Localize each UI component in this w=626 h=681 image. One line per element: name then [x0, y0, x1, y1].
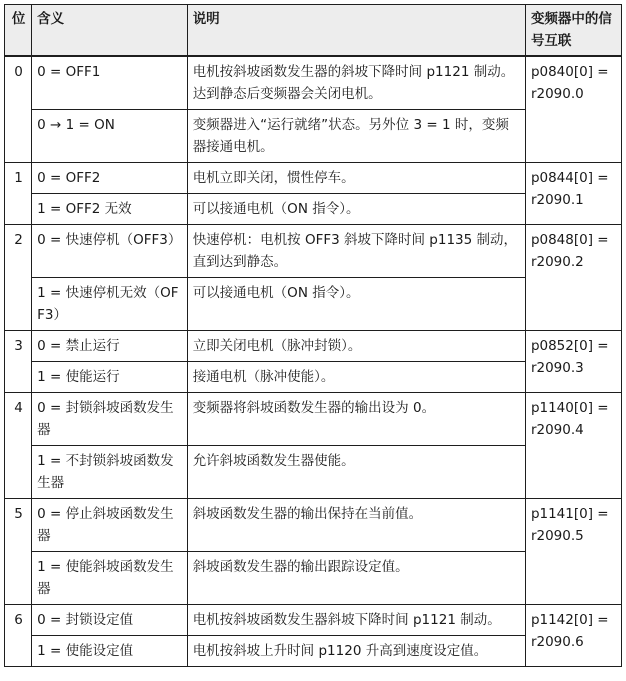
bit-cell: 6 [5, 605, 32, 667]
signal-cell: p0840[0] = r2090.0 [525, 56, 621, 163]
header-meaning: 含义 [32, 5, 188, 57]
table-header-row [5, 5, 622, 57]
bit-cell: 1 [5, 163, 32, 225]
description-cell: 变频器进入“运行就绪”状态。另外位 3 = 1 时，变频器接通电机。 [187, 110, 525, 163]
bit-cell: 3 [5, 331, 32, 393]
table-body [5, 56, 622, 667]
meaning-cell: 0 = 快速停机（OFF3） [32, 225, 188, 278]
bit-cell: 0 [5, 56, 32, 163]
description-cell: 可以接通电机（ON 指令）。 [187, 278, 525, 331]
description-cell: 电机按斜坡上升时间 p1120 升高到速度设定值。 [187, 636, 525, 667]
description-cell: 接通电机（脉冲使能）。 [187, 362, 525, 393]
table-row [5, 605, 622, 636]
description-cell: 快速停机：电机按 OFF3 斜坡下降时间 p1135 制动，直到达到静态。 [187, 225, 525, 278]
description-cell: 电机按斜坡函数发生器的斜坡下降时间 p1121 制动。达到静态后变频器会关闭电机。 [187, 56, 525, 110]
meaning-cell: 0 = 封锁斜坡函数发生器 [32, 393, 188, 446]
meaning-cell: 0 → 1 = ON [32, 110, 188, 163]
header-signal: 变频器中的信号互联 [525, 5, 621, 57]
description-cell: 变频器将斜坡函数发生器的输出设为 0。 [187, 393, 525, 446]
table-row [5, 393, 622, 446]
signal-cell: p1141[0] = r2090.5 [525, 499, 621, 605]
bit-cell: 4 [5, 393, 32, 499]
signal-cell: p1142[0] = r2090.6 [525, 605, 621, 667]
description-cell: 允许斜坡函数发生器使能。 [187, 446, 525, 499]
meaning-cell: 1 = 不封锁斜坡函数发生器 [32, 446, 188, 499]
description-cell: 立即关闭电机（脉冲封锁）。 [187, 331, 525, 362]
meaning-cell: 1 = 快速停机无效（OFF3） [32, 278, 188, 331]
meaning-cell: 1 = 使能设定值 [32, 636, 188, 667]
header-description: 说明 [187, 5, 525, 57]
bit-cell: 5 [5, 499, 32, 605]
meaning-cell: 0 = OFF2 [32, 163, 188, 194]
bit-cell: 2 [5, 225, 32, 331]
table-row [5, 56, 622, 110]
meaning-cell: 1 = 使能斜坡函数发生器 [32, 552, 188, 605]
table-row [5, 499, 622, 552]
meaning-cell: 0 = 封锁设定值 [32, 605, 188, 636]
table-row [5, 163, 622, 194]
description-cell: 斜坡函数发生器的输出保持在当前值。 [187, 499, 525, 552]
signal-cell: p0848[0] = r2090.2 [525, 225, 621, 331]
table-row [5, 225, 622, 278]
signal-cell: p0852[0] = r2090.3 [525, 331, 621, 393]
description-cell: 电机按斜坡函数发生器斜坡下降时间 p1121 制动。 [187, 605, 525, 636]
control-word-table [4, 4, 622, 667]
signal-cell: p0844[0] = r2090.1 [525, 163, 621, 225]
header-bit: 位 [5, 5, 32, 57]
description-cell: 斜坡函数发生器的输出跟踪设定值。 [187, 552, 525, 605]
meaning-cell: 1 = 使能运行 [32, 362, 188, 393]
signal-cell: p1140[0] = r2090.4 [525, 393, 621, 499]
table-row [5, 331, 622, 362]
meaning-cell: 1 = OFF2 无效 [32, 194, 188, 225]
meaning-cell: 0 = 禁止运行 [32, 331, 188, 362]
description-cell: 可以接通电机（ON 指令）。 [187, 194, 525, 225]
meaning-cell: 0 = OFF1 [32, 56, 188, 110]
meaning-cell: 0 = 停止斜坡函数发生器 [32, 499, 188, 552]
description-cell: 电机立即关闭，惯性停车。 [187, 163, 525, 194]
